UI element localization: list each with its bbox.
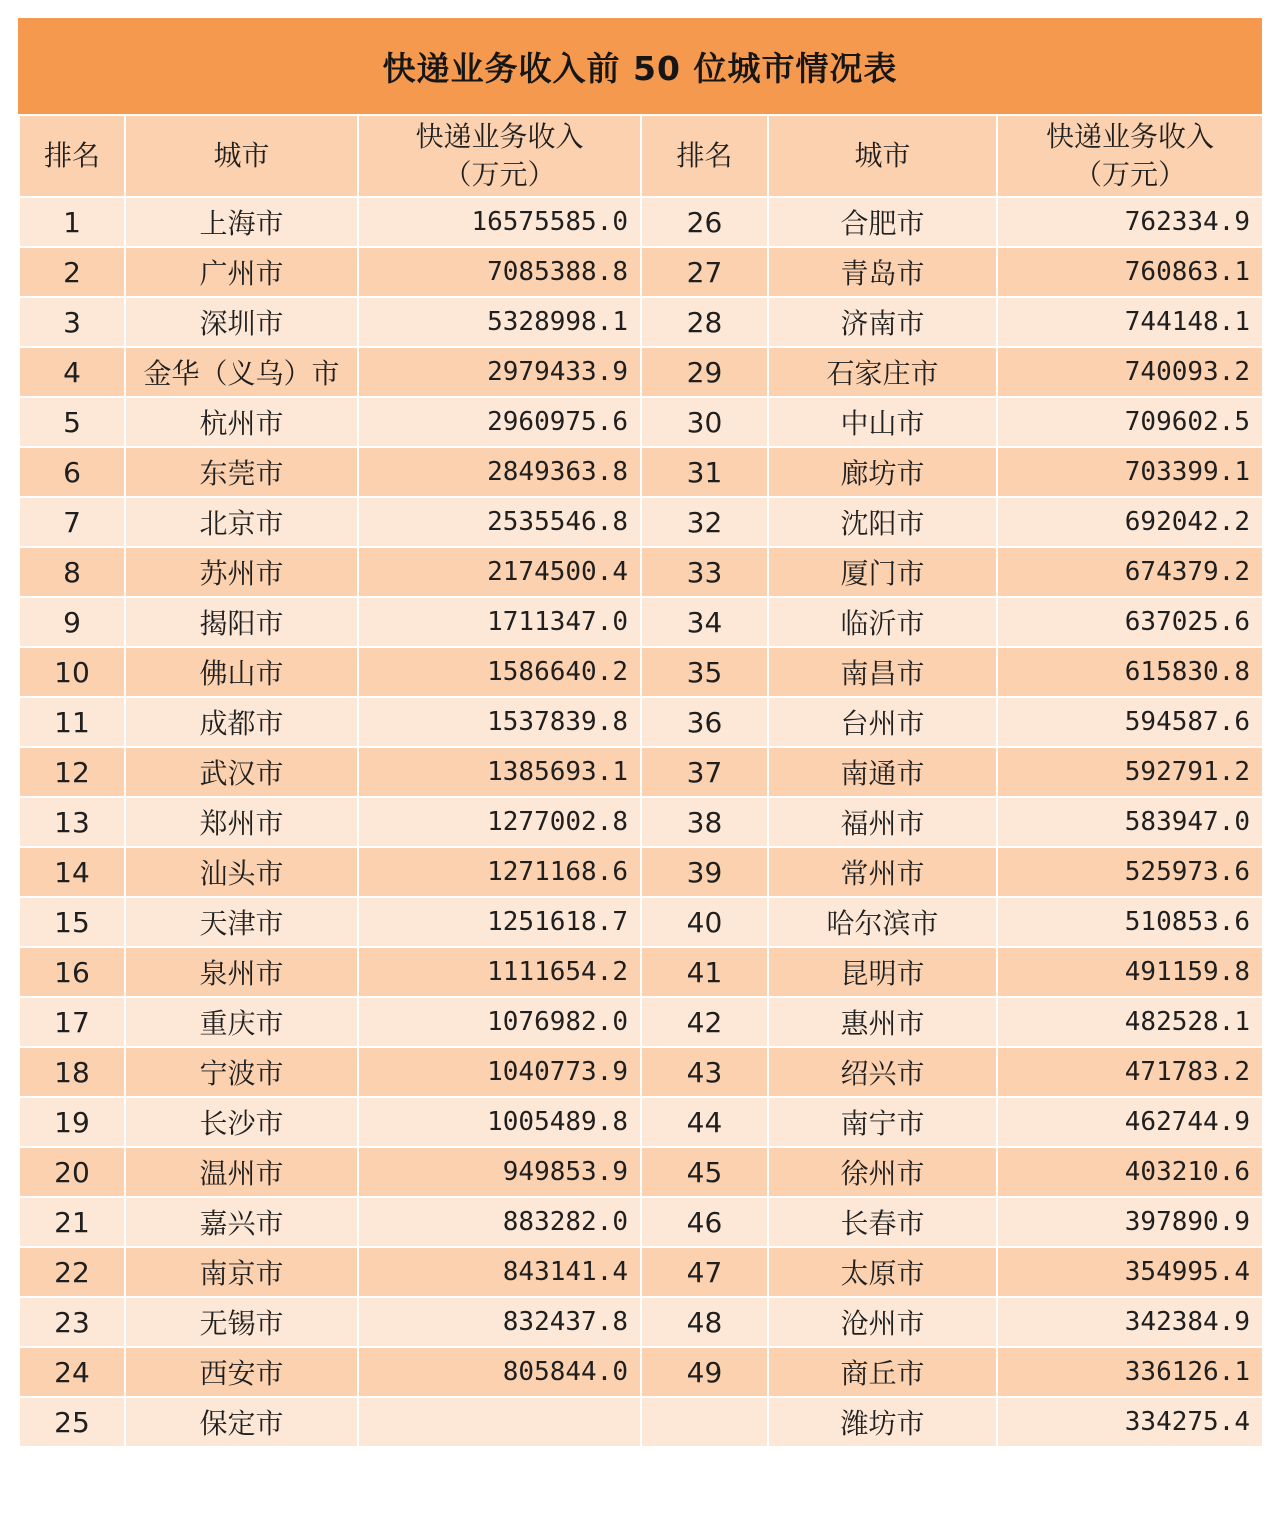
city-cell: 昆明市 — [768, 947, 997, 997]
rank-cell: 5 — [19, 397, 125, 447]
city-cell: 北京市 — [125, 497, 358, 547]
city-cell: 长沙市 — [125, 1097, 358, 1147]
header-city-right: 城市 — [768, 115, 997, 197]
header-revenue-line1: 快递业务收入 — [1045, 120, 1214, 153]
rank-cell: 21 — [19, 1197, 125, 1247]
city-cell: 金华（义乌）市 — [125, 347, 358, 397]
city-cell: 宁波市 — [125, 1047, 358, 1097]
city-cell: 泉州市 — [125, 947, 358, 997]
table-row — [19, 647, 1263, 697]
table-row — [19, 397, 1263, 447]
city-cell: 成都市 — [125, 697, 358, 747]
city-cell: 南宁市 — [768, 1097, 997, 1147]
city-cell: 佛山市 — [125, 647, 358, 697]
revenue-cell: 883282.0 — [358, 1197, 641, 1247]
city-cell: 石家庄市 — [768, 347, 997, 397]
rank-cell: 45 — [641, 1147, 768, 1197]
rank-cell: 42 — [641, 997, 768, 1047]
city-revenue-table-sheet — [18, 18, 1262, 1448]
revenue-cell: 1251618.7 — [358, 897, 641, 947]
table-row — [19, 1097, 1263, 1147]
city-cell: 南京市 — [125, 1247, 358, 1297]
revenue-cell: 462744.9 — [997, 1097, 1263, 1147]
city-cell: 商丘市 — [768, 1347, 997, 1397]
city-cell: 杭州市 — [125, 397, 358, 447]
city-cell: 揭阳市 — [125, 597, 358, 647]
revenue-cell: 762334.9 — [997, 197, 1263, 247]
table-row — [19, 497, 1263, 547]
revenue-cell: 510853.6 — [997, 897, 1263, 947]
city-cell: 廊坊市 — [768, 447, 997, 497]
revenue-cell: 1277002.8 — [358, 797, 641, 847]
city-cell: 徐州市 — [768, 1147, 997, 1197]
revenue-cell: 2979433.9 — [358, 347, 641, 397]
rank-cell: 40 — [641, 897, 768, 947]
table-row — [19, 347, 1263, 397]
city-cell: 南通市 — [768, 747, 997, 797]
city-cell: 临沂市 — [768, 597, 997, 647]
rank-cell: 33 — [641, 547, 768, 597]
revenue-cell: 805844.0 — [358, 1347, 641, 1397]
city-cell: 太原市 — [768, 1247, 997, 1297]
revenue-cell: 709602.5 — [997, 397, 1263, 447]
revenue-cell: 525973.6 — [997, 847, 1263, 897]
rank-cell: 47 — [641, 1247, 768, 1297]
city-cell: 福州市 — [768, 797, 997, 847]
revenue-cell: 334275.4 — [997, 1397, 1263, 1447]
revenue-cell: 583947.0 — [997, 797, 1263, 847]
rank-cell: 13 — [19, 797, 125, 847]
city-cell: 天津市 — [125, 897, 358, 947]
table-row — [19, 1397, 1263, 1447]
revenue-cell: 1040773.9 — [358, 1047, 641, 1097]
revenue-table — [18, 114, 1264, 1448]
revenue-cell: 703399.1 — [997, 447, 1263, 497]
table-row — [19, 847, 1263, 897]
header-revenue-line1: 快递业务收入 — [415, 120, 584, 153]
city-cell: 温州市 — [125, 1147, 358, 1197]
revenue-cell: 336126.1 — [997, 1347, 1263, 1397]
city-cell: 无锡市 — [125, 1297, 358, 1347]
revenue-cell: 2174500.4 — [358, 547, 641, 597]
revenue-cell: 16575585.0 — [358, 197, 641, 247]
rank-cell: 26 — [641, 197, 768, 247]
revenue-cell: 471783.2 — [997, 1047, 1263, 1097]
revenue-cell: 1385693.1 — [358, 747, 641, 797]
rank-cell: 2 — [19, 247, 125, 297]
rank-cell: 22 — [19, 1247, 125, 1297]
rank-cell: 14 — [19, 847, 125, 897]
revenue-cell: 615830.8 — [997, 647, 1263, 697]
table-row — [19, 797, 1263, 847]
rank-cell: 7 — [19, 497, 125, 547]
revenue-cell: 397890.9 — [997, 1197, 1263, 1247]
revenue-cell: 1711347.0 — [358, 597, 641, 647]
city-cell: 惠州市 — [768, 997, 997, 1047]
rank-cell: 43 — [641, 1047, 768, 1097]
rank-cell: 36 — [641, 697, 768, 747]
revenue-cell: 2535546.8 — [358, 497, 641, 547]
rank-cell: 28 — [641, 297, 768, 347]
revenue-cell: 1537839.8 — [358, 697, 641, 747]
city-cell: 武汉市 — [125, 747, 358, 797]
revenue-cell: 744148.1 — [997, 297, 1263, 347]
revenue-cell: 2849363.8 — [358, 447, 641, 497]
city-cell: 青岛市 — [768, 247, 997, 297]
city-cell: 保定市 — [125, 1397, 358, 1447]
table-row — [19, 247, 1263, 297]
table-row — [19, 597, 1263, 647]
rank-cell: 16 — [19, 947, 125, 997]
rank-cell: 41 — [641, 947, 768, 997]
table-row — [19, 1047, 1263, 1097]
revenue-cell: 342384.9 — [997, 1297, 1263, 1347]
revenue-cell: 760863.1 — [997, 247, 1263, 297]
rank-cell: 9 — [19, 597, 125, 647]
revenue-cell: 2960975.6 — [358, 397, 641, 447]
rank-cell — [641, 1397, 768, 1447]
city-cell: 台州市 — [768, 697, 997, 747]
rank-cell: 10 — [19, 647, 125, 697]
rank-cell: 38 — [641, 797, 768, 847]
rank-cell: 15 — [19, 897, 125, 947]
rank-cell: 30 — [641, 397, 768, 447]
revenue-cell: 491159.8 — [997, 947, 1263, 997]
revenue-cell: 1271168.6 — [358, 847, 641, 897]
header-row — [19, 115, 1263, 197]
rank-cell: 8 — [19, 547, 125, 597]
revenue-cell: 740093.2 — [997, 347, 1263, 397]
table-title: 快递业务收入前 50 位城市情况表 — [18, 18, 1262, 114]
header-revenue-line2: （万元） — [443, 158, 556, 191]
rank-cell: 46 — [641, 1197, 768, 1247]
header-rank-right: 排名 — [641, 115, 768, 197]
rank-cell: 24 — [19, 1347, 125, 1397]
revenue-cell: 843141.4 — [358, 1247, 641, 1297]
city-cell: 长春市 — [768, 1197, 997, 1247]
table-row — [19, 1197, 1263, 1247]
city-cell: 绍兴市 — [768, 1047, 997, 1097]
city-cell: 潍坊市 — [768, 1397, 997, 1447]
city-cell: 厦门市 — [768, 547, 997, 597]
header-city-left: 城市 — [125, 115, 358, 197]
rank-cell: 32 — [641, 497, 768, 547]
rank-cell: 12 — [19, 747, 125, 797]
city-cell: 嘉兴市 — [125, 1197, 358, 1247]
table-row — [19, 947, 1263, 997]
revenue-cell: 7085388.8 — [358, 247, 641, 297]
table-row — [19, 197, 1263, 247]
revenue-cell: 1586640.2 — [358, 647, 641, 697]
rank-cell: 11 — [19, 697, 125, 747]
table-row — [19, 747, 1263, 797]
city-cell: 常州市 — [768, 847, 997, 897]
rank-cell: 20 — [19, 1147, 125, 1197]
rank-cell: 3 — [19, 297, 125, 347]
rank-cell: 29 — [641, 347, 768, 397]
rank-cell: 31 — [641, 447, 768, 497]
revenue-cell: 482528.1 — [997, 997, 1263, 1047]
table-row — [19, 697, 1263, 747]
revenue-cell: 1005489.8 — [358, 1097, 641, 1147]
table-row — [19, 297, 1263, 347]
revenue-cell: 832437.8 — [358, 1297, 641, 1347]
revenue-cell — [358, 1397, 641, 1447]
revenue-cell: 1076982.0 — [358, 997, 641, 1047]
city-cell: 哈尔滨市 — [768, 897, 997, 947]
table-row — [19, 1347, 1263, 1397]
revenue-cell: 354995.4 — [997, 1247, 1263, 1297]
rank-cell: 1 — [19, 197, 125, 247]
table-row — [19, 447, 1263, 497]
rank-cell: 19 — [19, 1097, 125, 1147]
city-cell: 上海市 — [125, 197, 358, 247]
table-row — [19, 1147, 1263, 1197]
rank-cell: 44 — [641, 1097, 768, 1147]
revenue-cell: 692042.2 — [997, 497, 1263, 547]
revenue-cell: 949853.9 — [358, 1147, 641, 1197]
header-revenue-left — [358, 115, 641, 197]
table-row — [19, 997, 1263, 1047]
revenue-cell: 403210.6 — [997, 1147, 1263, 1197]
city-cell: 郑州市 — [125, 797, 358, 847]
header-revenue-line2: （万元） — [1073, 158, 1186, 191]
revenue-cell: 674379.2 — [997, 547, 1263, 597]
revenue-cell: 5328998.1 — [358, 297, 641, 347]
rank-cell: 27 — [641, 247, 768, 297]
city-cell: 济南市 — [768, 297, 997, 347]
table-body — [19, 197, 1263, 1447]
revenue-cell: 592791.2 — [997, 747, 1263, 797]
rank-cell: 17 — [19, 997, 125, 1047]
city-cell: 沧州市 — [768, 1297, 997, 1347]
header-revenue-right — [997, 115, 1263, 197]
table-row — [19, 897, 1263, 947]
rank-cell: 18 — [19, 1047, 125, 1097]
city-cell: 苏州市 — [125, 547, 358, 597]
city-cell: 东莞市 — [125, 447, 358, 497]
city-cell: 中山市 — [768, 397, 997, 447]
city-cell: 合肥市 — [768, 197, 997, 247]
rank-cell: 35 — [641, 647, 768, 697]
rank-cell: 49 — [641, 1347, 768, 1397]
city-cell: 深圳市 — [125, 297, 358, 347]
rank-cell: 25 — [19, 1397, 125, 1447]
city-cell: 南昌市 — [768, 647, 997, 697]
city-cell: 重庆市 — [125, 997, 358, 1047]
city-cell: 广州市 — [125, 247, 358, 297]
rank-cell: 34 — [641, 597, 768, 647]
table-row — [19, 1297, 1263, 1347]
city-cell: 西安市 — [125, 1347, 358, 1397]
rank-cell: 6 — [19, 447, 125, 497]
revenue-cell: 637025.6 — [997, 597, 1263, 647]
city-cell: 沈阳市 — [768, 497, 997, 547]
rank-cell: 37 — [641, 747, 768, 797]
table-row — [19, 1247, 1263, 1297]
rank-cell: 23 — [19, 1297, 125, 1347]
header-rank-left: 排名 — [19, 115, 125, 197]
revenue-cell: 594587.6 — [997, 697, 1263, 747]
revenue-cell: 1111654.2 — [358, 947, 641, 997]
rank-cell: 48 — [641, 1297, 768, 1347]
city-cell: 汕头市 — [125, 847, 358, 897]
table-row — [19, 547, 1263, 597]
rank-cell: 4 — [19, 347, 125, 397]
rank-cell: 39 — [641, 847, 768, 897]
